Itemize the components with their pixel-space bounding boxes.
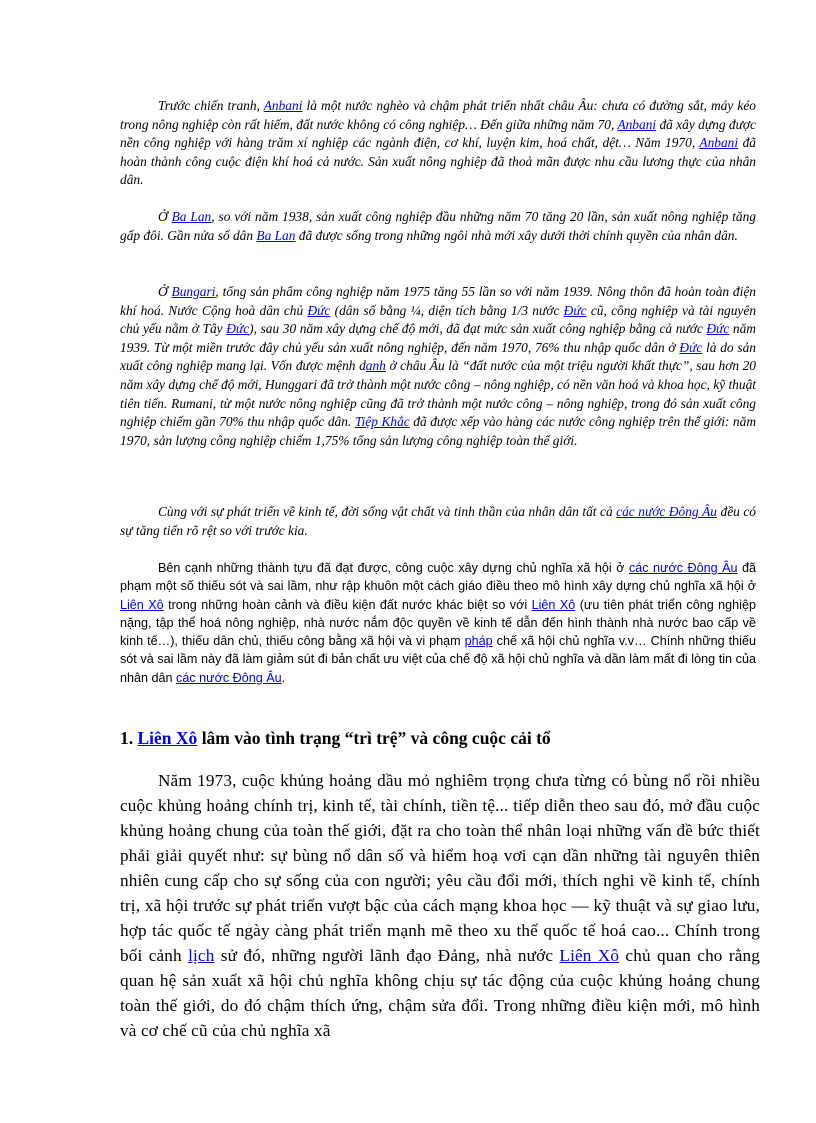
inline-link[interactable]: Anbani [263,98,303,113]
inline-link[interactable]: Ba Lan [171,209,212,224]
paragraph-text: ở châu Âu là “đất nước của một triệu người khất thực”, sau hơn 20 năm xây dựng chế độ mới, Hunggari đã trở thành một nước công – nông nghiệp, có nền văn hoá và khoa học, kỹ thuật tiên tiến. Rumani, từ một nước nông nghiệp cũng đã trở thành một nước công – nông nghiệp, trong đó sản xuất công nghiệp chiếm gần 70% thu nhập quốc dân. [120,358,757,430]
inline-link[interactable]: Đức [706,321,730,337]
inline-link[interactable]: pháp [464,634,493,649]
heading-number: 1. [120,728,138,748]
paragraph-text: Ở [158,284,172,299]
paragraph-text: chủ quan cho rằng quan hệ sản xuất xã hội chủ nghĩa không chịu sự tác động của cuộc khủng hoảng chung toàn thế giới, do đó chậm thích ứng, chậm sửa đổi. Trong những điều kiện mới, mô hình và cơ chế cũ của chủ nghĩa xã [120,946,760,1040]
inline-link[interactable]: Liên Xô [531,597,576,612]
paragraph-text: Trước chiến tranh, [158,98,264,113]
paragraph-text: đều có sự tăng tiến rõ rệt so với trước kia. [120,504,756,538]
inline-link[interactable]: Ba Lan [256,227,296,243]
paragraph-text: là do sản xuất công nghiệp mang lại. Vốn được mệnh d [120,339,757,374]
paragraph-text: Năm 1973, cuộc khủng hoảng dầu mỏ nghiêm trọng chưa từng có bùng nổ rồi nhiều cuộc khủng hoảng chính trị, kinh tế, tài chính, tiền tệ... tiếp diễn theo sau đó, mở đầu cuộc khủng hoảng chung của toàn thế giới, đặt ra cho toàn thể nhân loại những vấn đề bức thiết phải giải quyết như: sự bùng nổ dân số và hiểm hoạ vơi cạn dần những tài nguyên thiên nhiên cung cấp cho sự sống của con người; yêu cầu đổi mới, thích nghi về kinh tế, chính trị, xã hội trước sự phát triển vượt bậc của cách mạng khoa học — kỹ thuật và sự giao lưu, hợp tác quốc tế ngày càng phát triển mạnh mẽ theo xu thế quốc tế hoá cao... Chính trong bối cảnh [120,771,760,965]
paragraph-text: cũ, công nghiệp và tài nguyên chủ yếu nằm ở Tây [120,302,757,337]
inline-link[interactable]: Đức [679,339,703,355]
paragraph-text: đã xây dựng được nền công nghiệp với hàng trăm xí nghiệp các ngành điện, cơ khí, luyện kim, hoá chất, dệt… Năm 1970, [120,116,756,151]
paragraph-bulgaria-germany [120,283,756,450]
heading-text: lâm vào tình trạng “trì trệ” và công cuộc cải tổ [197,728,551,748]
section-heading [120,726,760,750]
paragraph-text: đã hoàn thành công cuộc điện khí hoá cả nước. Sản xuất nông nghiệp đã thoả mãn được nhu cầu lương thực của nhân dân. [120,135,756,188]
paragraph-text: năm 1939. Từ một miền trước đây chủ yếu sản xuất nông nghiệp, đến năm 1970, 76% thu nhập quốc dân ở [120,321,756,355]
paragraph-text: Ở [158,209,172,224]
paragraph-text: trong những hoàn cảnh và điều kiện đất nước khác biệt so với [163,597,532,612]
paragraph-text: đã phạm một số thiếu sót và sai lầm, như rập khuôn một cách giáo điều theo mô hình xây dựng chủ nghĩa xã hội ở [120,561,756,594]
inline-link[interactable]: các nước Đông Âu [616,504,717,519]
paragraph-text: . [281,670,286,685]
paragraph-text: ), sau 30 năm xây dựng chế độ mới, đã đạt mức sản xuất công nghiệp bằng cả nước [249,321,707,337]
inline-link[interactable]: Anbani [699,135,739,151]
paragraph-albania [120,97,756,190]
paragraph-text: (ưu tiên phát triển công nghiệp nặng, tập thể hoá nông nghiệp, nhà nước nắm độc quyền về kinh tế dẫn đến hình thành nhà nước bao cấp về kinh tế…), thiếu dân chủ, thiếu công bằng xã hội và vi phạm [120,597,756,649]
inline-link[interactable]: Đức [226,321,250,337]
paragraph-text: Cùng với sự phát triển về kinh tế, đời sống vật chất và tinh thần của nhân dân tất cả [158,504,617,519]
heading-link-lien-xo[interactable]: Liên Xô [137,728,198,748]
inline-link[interactable]: Liên Xô [559,946,620,965]
paragraph-text: , so với năm 1938, sản xuất công nghiệp đầu những năm 70 tăng 20 lần, sản xuất nông nghiệp tăng gấp đôi. Gần nửa số dân [120,209,756,243]
paragraph-text: (dân số bằng ¼, diện tích bằng 1/3 nước [330,302,564,318]
inline-link[interactable]: các nước Đông Âu [176,670,282,685]
paragraph-text: sử đó, những người lãnh đạo Đảng, nhà nước [214,946,560,965]
inline-link[interactable]: Đức [307,302,331,318]
paragraph-text: là một nước nghèo và chậm phát triển nhất châu Âu: chưa có đường sắt, máy kéo trong nông nghiệp còn rất hiếm, đất nước không có công nghiệp… Đến giữa những năm 70, [120,98,756,132]
paragraph-text: đã được xếp vào hàng các nước công nghiệp trên thế giới: năm 1970, sản lượng công nghiệp chiếm 1,75% tổng sản lượng công nghiệp toàn thế giới. [120,414,756,448]
inline-link[interactable]: các nước Đông Âu [628,561,738,575]
paragraph-poland [120,208,756,245]
inline-link[interactable]: Tiệp Khắc [354,414,410,430]
paragraph-living-standards [120,503,756,540]
inline-link[interactable]: anh [365,358,386,374]
inline-link[interactable]: lịch [188,946,215,965]
paragraph-mistakes [120,559,756,687]
inline-link[interactable]: Bungari [171,284,216,299]
inline-link[interactable]: Anbani [617,116,657,132]
inline-link[interactable]: Đức [563,302,587,318]
paragraph-crisis-1973 [120,768,760,1043]
paragraph-text: chế xã hội chủ nghĩa v.v… Chính những thiếu sót và sai lầm này đã làm giảm sút đi bản chất ưu việt của chế độ xã hội chủ nghĩa và dần làm mất đi lòng tin của nhân dân [120,634,756,685]
paragraph-text: , tổng sản phẩm công nghiệp năm 1975 tăng 55 lần so với năm 1939. Nông thôn đã hoàn toàn điện khí hoá. Nước Cộng hoà dân chủ [120,284,756,318]
paragraph-text: Bên cạnh những thành tựu đã đạt được, công cuộc xây dựng chủ nghĩa xã hội ở [158,561,629,575]
paragraph-text: đã được sống trong những ngôi nhà mới xây dưới thời chính quyền của nhân dân. [295,227,738,243]
inline-link[interactable]: Liên Xô [120,597,164,612]
